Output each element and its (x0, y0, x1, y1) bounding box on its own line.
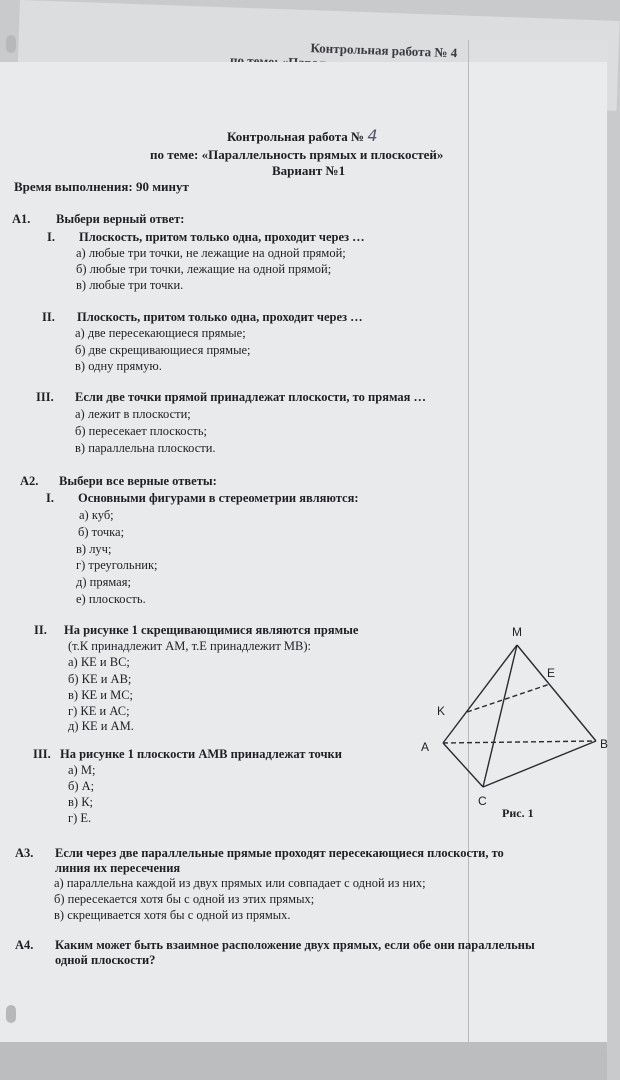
question-number: III. (36, 390, 54, 404)
answer-option: в) скрещивается хотя бы с одной из прямых. (54, 908, 291, 922)
point-label-M: M (512, 625, 522, 639)
edge-AB-hidden (443, 741, 596, 743)
answer-option: г) треугольник; (76, 558, 158, 572)
answer-option: а) любые три точки, не лежащие на одной прямой; (76, 246, 346, 260)
task-instruction: Выбери верный ответ: (56, 212, 185, 226)
task-text: Каким может быть взаимное расположение двух прямых, если обе они параллельны (55, 938, 535, 952)
question-number: I. (46, 491, 54, 505)
question-number: III. (33, 747, 51, 761)
edge-AC (443, 743, 483, 787)
answer-option: а) М; (68, 763, 96, 777)
answer-option: в) К; (68, 795, 93, 809)
answer-option: в) КЕ и МС; (68, 688, 134, 702)
question-text: Основными фигурами в стереометрии являются: (78, 491, 359, 505)
answer-option: в) луч; (76, 542, 112, 556)
answer-option: в) одну прямую. (75, 359, 162, 373)
answer-option: б) две скрещивающиеся прямые; (75, 343, 251, 357)
answer-option: а) лежит в плоскости; (75, 407, 191, 421)
answer-option: а) две пересекающиеся прямые; (75, 326, 246, 340)
answer-option: в) параллельна плоскости. (75, 441, 216, 455)
point-label-E: E (547, 666, 556, 680)
answer-option: в) любые три точки. (76, 278, 184, 292)
question-text: На рисунке 1 скрещивающимися являются прямые (64, 623, 359, 637)
segment-KE (467, 684, 550, 712)
answer-option: б) любые три точки, лежащие на одной прямой; (76, 262, 332, 276)
answer-option: д) прямая; (76, 575, 131, 589)
question-number: I. (47, 230, 55, 244)
edge-MC (483, 645, 517, 787)
answer-option: а) КЕ и ВС; (68, 655, 130, 669)
answer-option: а) параллельна каждой из двух прямых или совпадает с одной из них; (54, 876, 426, 890)
answer-option: б) пересекает плоскость; (75, 424, 208, 438)
answer-option: е) плоскость. (76, 592, 146, 606)
task-label: А1. (12, 212, 31, 226)
question-text: Плоскость, притом только одна, проходит через … (77, 310, 363, 324)
figure-caption: Рис. 1 (502, 806, 534, 820)
question-number: II. (34, 623, 47, 637)
variant: Вариант №1 (272, 163, 346, 178)
question-text: Если две точки прямой принадлежат плоскости, то прямая … (75, 390, 427, 404)
task-text: Если через две параллельные прямые проходят пересекающиеся плоскости, то (55, 846, 504, 860)
punch-hole (6, 35, 16, 53)
point-label-B: B (600, 737, 609, 751)
edge-MB (517, 645, 596, 741)
question-note: (т.К принадлежит АМ, т.Е принадлежит МВ): (68, 639, 312, 653)
answer-option: г) Е. (68, 811, 92, 825)
pyramid-drawing (400, 615, 607, 825)
point-label-K: K (437, 704, 446, 718)
plastic-sleeve (468, 40, 608, 1050)
edge-CB (483, 741, 596, 787)
question-text: На рисунке 1 плоскости АМВ принадлежат точки (60, 747, 342, 761)
task-instruction: Выбери все верные ответы: (59, 474, 217, 488)
page-title: Контрольная работа № 4 (227, 126, 378, 145)
question-text: Плоскость, притом только одна, проходит через … (79, 230, 365, 244)
answer-option: д) КЕ и АМ. (68, 719, 134, 733)
back-sheet-title: Контрольная работа № 4 (310, 40, 458, 61)
task-label: А2. (20, 474, 39, 488)
answer-option: а) куб; (79, 508, 114, 522)
answer-option: б) точка; (78, 525, 125, 539)
question-number: II. (42, 310, 55, 324)
task-label: А3. (15, 846, 34, 860)
point-label-C: C (478, 794, 487, 808)
punch-hole (6, 1005, 16, 1023)
answer-option: б) КЕ и АВ; (68, 672, 132, 686)
answer-option: б) А; (68, 779, 95, 793)
topic: по теме: «Параллельность прямых и плоскостей» (150, 147, 444, 162)
time-limit: Время выполнения: 90 минут (14, 179, 189, 194)
task-text: линия их пересечения (55, 861, 181, 875)
answer-option: г) КЕ и АС; (68, 704, 130, 718)
point-label-A: A (421, 740, 430, 754)
desk-surface (0, 1042, 607, 1080)
handwritten-number: 4 (367, 126, 378, 145)
task-label: А4. (15, 938, 34, 952)
answer-option: б) пересекается хотя бы с одной из этих прямых; (54, 892, 315, 906)
task-text: одной плоскости? (55, 953, 156, 967)
